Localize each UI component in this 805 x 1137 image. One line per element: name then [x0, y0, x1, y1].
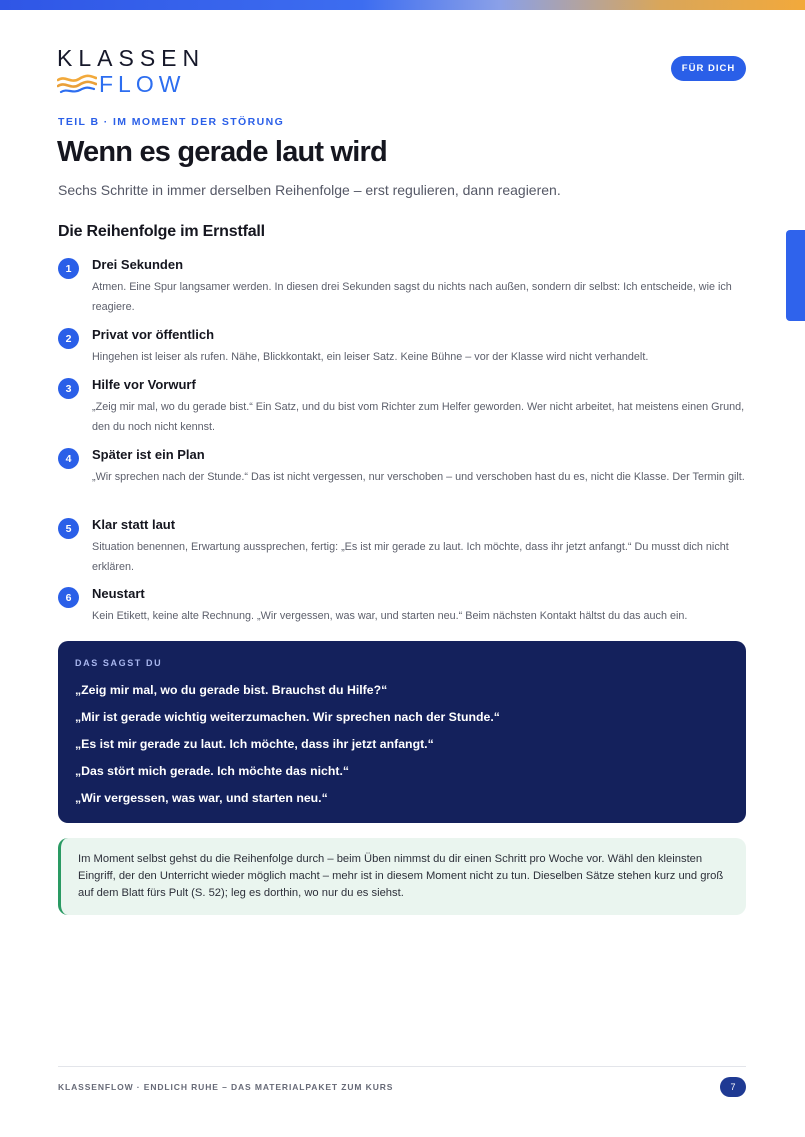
- say-line: „Es ist mir gerade zu laut. Ich möchte, dass ihr jetzt anfangt.“: [75, 737, 434, 751]
- section-heading: Die Reihenfolge im Ernstfall: [58, 223, 265, 240]
- step-text: „Wir sprechen nach der Stunde.“ Das ist nicht vergessen, nur verschoben – und verschoben hast du es, nicht die Klasse. Der Termin gilt.: [92, 471, 745, 483]
- footer-divider: [58, 1066, 746, 1067]
- step-number-badge: 1: [58, 258, 79, 279]
- side-bookmark-tab[interactable]: [786, 230, 805, 321]
- step-text: „Zeig mir mal, wo du gerade bist.“ Ein Satz, und du bist vom Richter zum Helfer geworden. Wer nicht arbeitet, hat meistens einen Grund, den du noch nicht kennst.: [92, 401, 745, 433]
- step-text: Atmen. Eine Spur langsamer werden. In diesen drei Sekunden sagst du nichts nach außen, sondern dir selbst: Ich entscheide, wie ich reagiere.: [92, 281, 732, 313]
- step-text: Hingehen ist leiser als rufen. Nähe, Blickkontakt, ein leiser Satz. Keine Bühne – vor der Klasse wird nicht verhandelt.: [92, 351, 649, 363]
- tip-note-text: Im Moment selbst gehst du die Reihenfolge durch – beim Üben nimmst du dir einen Schritt pro Woche vor. Wähl den kleinsten Eingriff, der den Unterricht wieder möglich macht – mehr ist in diesem Moment nicht zu tun. Dieselben Sätze stehen kurz und groß auf dem Blatt fürs Pult (S. 52); leg es dorthin, wo nur du es siehst.: [78, 853, 724, 899]
- step-title: Hilfe vor Vorwurf: [92, 377, 196, 392]
- step-number-badge: 2: [58, 328, 79, 349]
- step-text: Kein Etikett, keine alte Rechnung. „Wir vergessen, was war, und starten neu.“ Beim nächsten Kontakt hältst du das auch ein.: [92, 610, 688, 622]
- footer-text: KLASSENFLOW · ENDLICH RUHE – DAS MATERIALPAKET ZUM KURS: [58, 1082, 394, 1092]
- page-number-badge: 7: [720, 1077, 746, 1097]
- step-number-badge: 3: [58, 378, 79, 399]
- step-title: Klar statt laut: [92, 517, 176, 532]
- top-gradient-bar: [0, 0, 805, 10]
- waves-icon: [57, 74, 97, 94]
- say-this-box: [58, 641, 746, 823]
- step-title: Privat vor öffentlich: [92, 327, 215, 342]
- say-line: „Das stört mich gerade. Ich möchte das nicht.“: [75, 764, 350, 778]
- say-line: „Wir vergessen, was war, und starten neu.“: [75, 791, 328, 805]
- step-title: Drei Sekunden: [92, 257, 184, 272]
- step-number-badge: 4: [58, 448, 79, 469]
- section-eyebrow: TEIL B · IM MOMENT DER STÖRUNG: [58, 116, 285, 128]
- say-box-label: DAS SAGST DU: [75, 658, 163, 668]
- step-text: Situation benennen, Erwartung aussprechen, fertig: „Es ist mir gerade zu laut. Ich möchte, dass ihr jetzt anfangt.“ Du musst dich nicht erklären.: [92, 541, 729, 573]
- page-title: Wenn es gerade laut wird: [57, 136, 387, 168]
- page-subtitle: Sechs Schritte in immer derselben Reihenfolge – erst regulieren, dann reagieren.: [58, 182, 561, 198]
- tip-note-box: [58, 838, 746, 915]
- step-title: Später ist ein Plan: [92, 447, 205, 462]
- say-line: „Mir ist gerade wichtig weiterzumachen. Wir sprechen nach der Stunde.“: [75, 710, 500, 724]
- klassenflow-logo: [57, 46, 205, 96]
- step-title: Neustart: [92, 586, 145, 601]
- logo-wordmark-flow: FLOW: [99, 71, 186, 97]
- audience-badge: FÜR DICH: [671, 56, 746, 81]
- step-number-badge: 6: [58, 587, 79, 608]
- logo-wordmark-klassen: KLASSEN: [57, 45, 206, 71]
- step-number-badge: 5: [58, 518, 79, 539]
- say-line: „Zeig mir mal, wo du gerade bist. Brauchst du Hilfe?“: [75, 683, 388, 697]
